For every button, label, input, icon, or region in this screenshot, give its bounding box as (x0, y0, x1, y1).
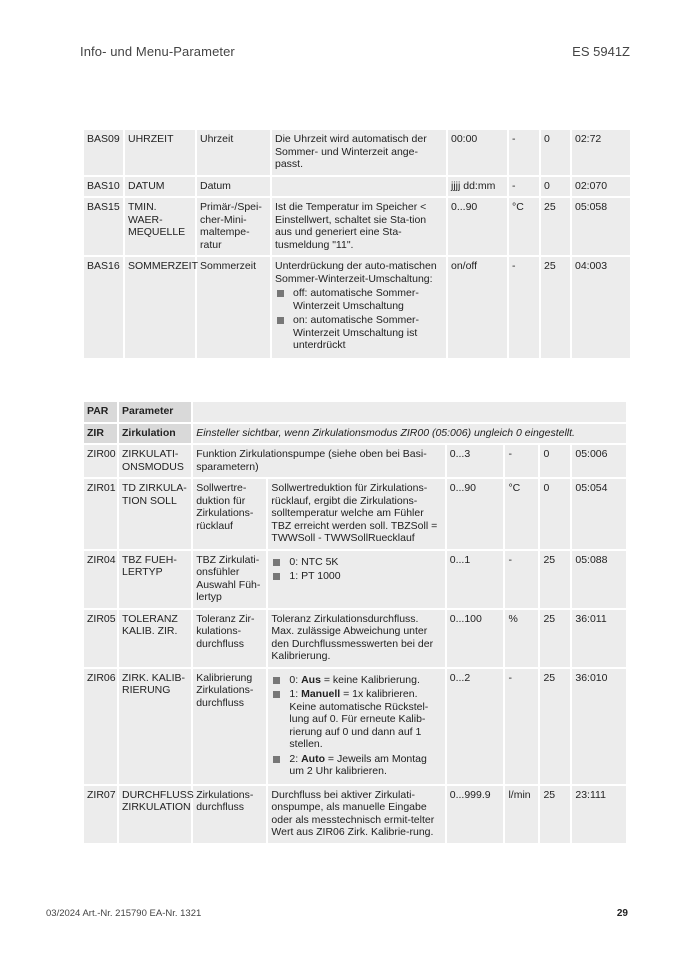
group-code: ZIR (84, 424, 117, 444)
table-row (84, 610, 626, 667)
param-range: 0...90 (448, 198, 507, 255)
param-default: 25 (541, 198, 570, 255)
param-unit: - (509, 130, 539, 175)
list-item: 0: NTC 5K (271, 556, 441, 569)
param-unit: - (509, 257, 539, 358)
footer-info: 03/2024 Art.-Nr. 215790 EA-Nr. 1321 (46, 908, 202, 919)
param-address: 04:003 (572, 257, 630, 358)
param-range: 0...3 (447, 445, 504, 477)
param-label: Sollwertre-duktion für Zirkulations-rücklauf (193, 479, 266, 549)
param-address: 05:058 (572, 198, 630, 255)
param-label: Kalibrierung Zirkulations-durchfluss (193, 669, 266, 784)
param-address: 02:72 (572, 130, 630, 175)
table-row (84, 786, 626, 843)
list-item: 1: PT 1000 (271, 570, 441, 583)
param-description: Sollwertreduktion für Zirkulations-rücklauf, ergibt die Zirkulations-solltemperatur welche am Fühler TBZ erreicht werden soll. TBZSoll = TWWSoll - TWWSollRuecklauf (268, 479, 444, 549)
list-item: off: automatische Sommer-Winterzeit Umschaltung (275, 287, 443, 312)
param-name: TOLERANZ KALIB. ZIR. (119, 610, 191, 667)
param-address: 23:111 (572, 786, 626, 843)
param-code: BAS16 (84, 257, 123, 358)
param-description (272, 177, 446, 197)
param-name: TBZ FUEH-LERTYP (119, 551, 191, 608)
param-default: 0 (541, 177, 570, 197)
table-row (84, 177, 630, 197)
param-code: ZIR01 (84, 479, 117, 549)
param-description: Die Uhrzeit wird automatisch der Sommer- und Winterzeit ange-passt. (272, 130, 446, 175)
parameter-table-bas (82, 128, 632, 360)
group-note: Einsteller sichtbar, wenn Zirkulationsmodus ZIR00 (05:006) ungleich 0 eingestellt. (193, 424, 626, 444)
param-default: 0 (541, 130, 570, 175)
param-default: 25 (540, 786, 570, 843)
param-default: 25 (540, 610, 570, 667)
param-default: 0 (540, 445, 570, 477)
param-address: 05:006 (572, 445, 626, 477)
table-row (84, 130, 630, 175)
table-head-row (84, 402, 626, 422)
param-code: BAS09 (84, 130, 123, 175)
param-name: TMIN. WAER-MEQUELLE (125, 198, 195, 255)
param-range: 0...1 (447, 551, 504, 608)
param-code: ZIR04 (84, 551, 117, 608)
param-code: BAS15 (84, 198, 123, 255)
param-range: 0...100 (447, 610, 504, 667)
param-unit: - (505, 445, 538, 477)
param-unit: - (509, 177, 539, 197)
table-row (84, 198, 630, 255)
param-name: DURCHFLUSS ZIRKULATION (119, 786, 191, 843)
param-default: 25 (541, 257, 570, 358)
param-unit: °C (509, 198, 539, 255)
param-description: Ist die Temperatur im Speicher < Einstellwert, schaltet sie Sta-tion aus und generiert eine Sta-tusmeldung "11". (272, 198, 446, 255)
bullet-list (271, 674, 441, 778)
param-unit: °C (505, 479, 538, 549)
header-model: ES 5941Z (572, 44, 630, 59)
list-item: on: automatische Sommer-Winterzeit Umschaltung ist unterdrückt (275, 314, 443, 352)
table-row (84, 445, 626, 477)
param-label: TBZ Zirkulati-onsfühler Auswahl Füh-lertyp (193, 551, 266, 608)
param-unit: - (505, 669, 538, 784)
bullet-list (275, 287, 443, 352)
param-label: Primär-/Spei-cher-Mini-maltempe-ratur (197, 198, 270, 255)
param-description-cell (268, 551, 444, 608)
param-code: ZIR06 (84, 669, 117, 784)
param-label: Datum (197, 177, 270, 197)
list-item: 1: Manuell = 1x kalibrieren. Keine automatische Rückstel-lung auf 0. Für erneute Kalib-rierung auf 0 und dann auf 1 stellen. (271, 688, 441, 751)
table-row (84, 257, 630, 358)
param-range: 0...999.9 (447, 786, 504, 843)
param-label: Zirkulations-durchfluss (193, 786, 266, 843)
list-item: 0: Aus = keine Kalibrierung. (271, 674, 441, 687)
param-unit: - (505, 551, 538, 608)
param-range: on/off (448, 257, 507, 358)
param-code: ZIR00 (84, 445, 117, 477)
param-address: 05:088 (572, 551, 626, 608)
param-name: ZIRK. KALIB-RIERUNG (119, 669, 191, 784)
param-description: Unterdrückung der auto-matischen Sommer-Winterzeit-Umschaltung: (275, 260, 437, 285)
param-code: BAS10 (84, 177, 123, 197)
param-address: 36:011 (572, 610, 626, 667)
param-description: Toleranz Zirkulationsdurchfluss. Max. zulässige Abweichung unter den Durchflussmesswerten bei der Kalibrierung. (268, 610, 444, 667)
page-number: 29 (616, 908, 628, 919)
param-unit: % (505, 610, 538, 667)
list-item: 2: Auto = Jeweils am Montag um 2 Uhr kalibrieren. (271, 753, 441, 778)
table-row (84, 479, 626, 549)
param-name: DATUM (125, 177, 195, 197)
param-description: Durchfluss bei aktiver Zirkulati-onspumpe, als manuelle Eingabe oder als messtechnisch ermit-telter Wert aus ZIR06 Zirk. Kalibrie-rung. (268, 786, 444, 843)
header-title: Info- und Menu-Parameter (80, 44, 235, 59)
group-name: Zirkulation (119, 424, 191, 444)
param-description-cell (272, 257, 446, 358)
column-header-parameter: Parameter (119, 402, 191, 422)
table-row (84, 669, 626, 784)
param-code: ZIR05 (84, 610, 117, 667)
param-label: Toleranz Zir-kulations-durchfluss (193, 610, 266, 667)
param-code: ZIR07 (84, 786, 117, 843)
param-label: Sommerzeit (197, 257, 270, 358)
param-name: ZIRKULATI-ONSMODUS (119, 445, 191, 477)
column-header-par: PAR (84, 402, 117, 422)
param-description: Funktion Zirkulationspumpe (siehe oben bei Basi-sparametern) (193, 445, 445, 477)
param-default: 25 (540, 551, 570, 608)
param-name: SOMMERZEIT (125, 257, 195, 358)
param-description-cell (268, 669, 444, 784)
table-row (84, 551, 626, 608)
param-name: UHRZEIT (125, 130, 195, 175)
param-address: 36:010 (572, 669, 626, 784)
param-name: TD ZIRKULA-TION SOLL (119, 479, 191, 549)
param-range: 0...2 (447, 669, 504, 784)
param-default: 0 (540, 479, 570, 549)
param-label: Uhrzeit (197, 130, 270, 175)
bullet-list (271, 556, 441, 583)
param-address: 02:070 (572, 177, 630, 197)
param-address: 05:054 (572, 479, 626, 549)
param-range: 00:00 (448, 130, 507, 175)
param-default: 25 (540, 669, 570, 784)
param-range: 0...90 (447, 479, 504, 549)
param-range: jjjj dd:mm (448, 177, 507, 197)
parameter-table-zir (82, 400, 628, 845)
group-row (84, 424, 626, 444)
param-unit: l/min (505, 786, 538, 843)
